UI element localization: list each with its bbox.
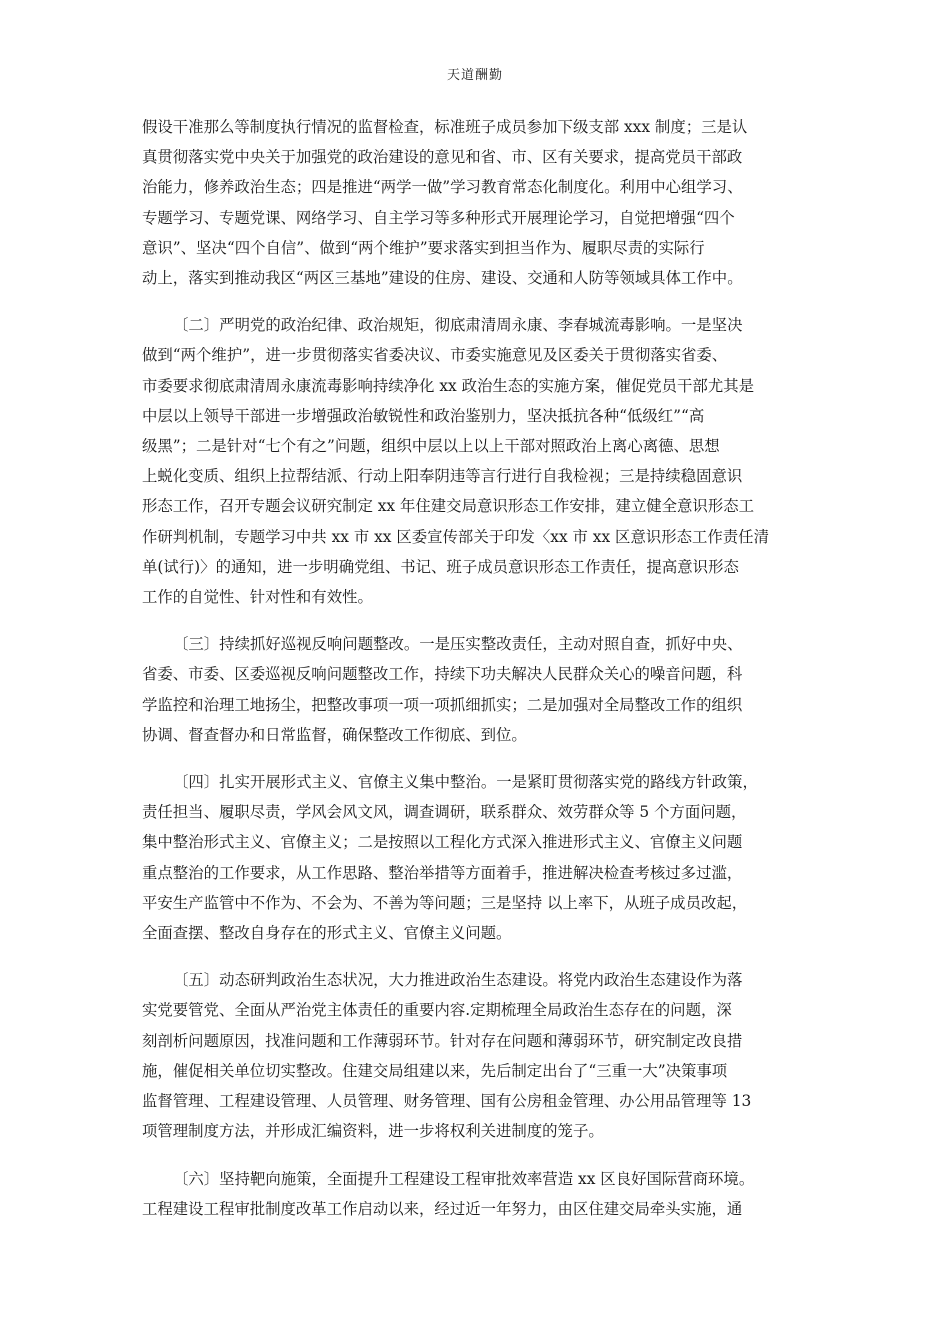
paragraph-section-4: [142, 767, 810, 948]
paragraph-section-5: [142, 965, 810, 1146]
text-line: 工作的自觉性、针对性和有效性。: [142, 588, 373, 607]
document-body: [142, 112, 810, 1241]
text-line: 作研判机制，专题学习中共 xx 市 xx 区委宣传部关于印发〈xx 市 xx 区意识形态工作责任清: [142, 527, 769, 546]
paragraph-continuation: [142, 112, 810, 293]
text-line: 监督管理、工程建设管理、人员管理、财务管理、国有公房租金管理、办公用品管理等 13: [142, 1092, 752, 1111]
text-line: 实党要管党、全面从严治党主体责任的重要内容.定期梳理全局政治生态存在的问题，深: [142, 1001, 732, 1020]
text-line: 工程建设工程审批制度改革工作启动以来，经过近一年努力，由区住建交局牵头实施，通: [142, 1199, 743, 1218]
text-line: 〔五〕动态研判政治生态状况，大力推进政治生态建设。将党内政治生态建设作为落: [173, 971, 743, 990]
text-line: 动上，落实到推动我区“两区三基地”建设的住房、建设、交通和人防等领域具体工作中。: [142, 269, 743, 288]
text-line: 做到“两个维护”，进一步贯彻落实省委决议、市委实施意见及区委关于贯彻落实省委、: [142, 346, 728, 365]
text-line: 集中整治形式主义、官僚主义；二是按照以工程化方式深入推进形式主义、官僚主义问题: [142, 833, 743, 852]
text-line: 级黑”；二是针对“七个有之”问题，组织中层以上以上干部对照政治上离心离德、思想: [142, 437, 720, 456]
text-line: 上蜕化变质、组织上拉帮结派、行动上阳奉阴违等言行进行自我检视；三是持续稳固意识: [142, 467, 743, 486]
paragraph-section-2: [142, 310, 810, 612]
text-line: 省委、市委、区委巡视反响问题整改工作，持续下功夫解决人民群众关心的噪音问题，科: [142, 665, 743, 684]
page-header-title: 天道酬勤: [446, 68, 503, 83]
text-line: 平安生产监管中不作为、不会为、不善为等问题；三是坚持 以上率下，从班子成员改起，: [142, 893, 748, 912]
text-line: 假设干准那么等制度执行情况的监督检查，标准班子成员参加下级支部 xxx 制度；三是认: [142, 118, 748, 136]
text-line: 全面查摆、整改自身存在的形式主义、官僚主义问题。: [142, 924, 512, 943]
text-line: 项管理制度方法，并形成汇编资料，进一步将权利关进制度的笼子。: [142, 1122, 604, 1141]
text-line: 〔六〕坚持靶向施策，全面提升工程建设工程审批效率营造 xx 区良好国际营商环境。: [173, 1169, 755, 1188]
text-line: 协调、督查督办和日常监督，确保整改工作彻底、到位。: [142, 725, 527, 744]
text-line: 刻剖析问题原因，找准问题和工作薄弱环节。针对存在问题和薄弱环节，研究制定改良措: [142, 1031, 743, 1050]
text-line: 重点整治的工作要求，从工作思路、整治举措等方面着手，推进解决检查考核过多过滥，: [142, 863, 743, 882]
text-line: 市委要求彻底肃清周永康流毒影响持续净化 xx 政治生态的实施方案，催促党员干部尤其是: [142, 376, 754, 395]
text-line: 〔四〕扎实开展形式主义、官僚主义集中整治。一是紧盯贯彻落实党的路线方针政策，: [173, 773, 758, 792]
paragraph-section-6: [142, 1164, 810, 1224]
text-line: 中层以上领导干部进一步增强政治敏锐性和政治鉴别力，坚决抵抗各种“低级红”“高: [142, 406, 705, 425]
text-line: 专题学习、专题党课、网络学习、自主学习等多种形式开展理论学习，自觉把增强“四个: [142, 208, 735, 227]
text-line: 〔二〕严明党的政治纪律、政治规矩，彻底肃清周永康、李春城流毒影响。一是坚决: [173, 316, 743, 335]
text-line: 单(试行)〉的通知，进一步明确党组、书记、班子成员意识形态工作责任，提高意识形态: [142, 557, 739, 576]
text-line: 〔三〕持续抓好巡视反响问题整改。一是压实整改责任，主动对照自查，抓好中央、: [173, 635, 743, 654]
text-line: 形态工作，召开专题会议研究制定 xx 年住建交局意识形态工作安排，建立健全意识形态工: [142, 497, 754, 516]
text-line: 施，催促相关单位切实整改。住建交局组建以来，先后制定出台了“三重一大”决策事项: [142, 1061, 728, 1080]
text-line: 责任担当、履职尽责，学风会风文风，调查调研，联系群众、效劳群众等 5 个方面问题，: [142, 803, 747, 822]
text-line: 真贯彻落实党中央关于加强党的政治建设的意见和省、市、区有关要求，提高党员干部政: [142, 148, 743, 167]
text-line: 学监控和治理工地扬尘，把整改事项一项一项抓细抓实；二是加强对全局整改工作的组织: [142, 695, 743, 714]
paragraph-section-3: [142, 629, 810, 750]
text-line: 治能力，修养政治生态；四是推进“两学一做”学习教育常态化制度化。利用中心组学习、: [142, 178, 743, 197]
text-line: 意识”、坚决“四个自信”、做到“两个维护”要求落实到担当作为、履职尽责的实际行: [142, 238, 705, 257]
